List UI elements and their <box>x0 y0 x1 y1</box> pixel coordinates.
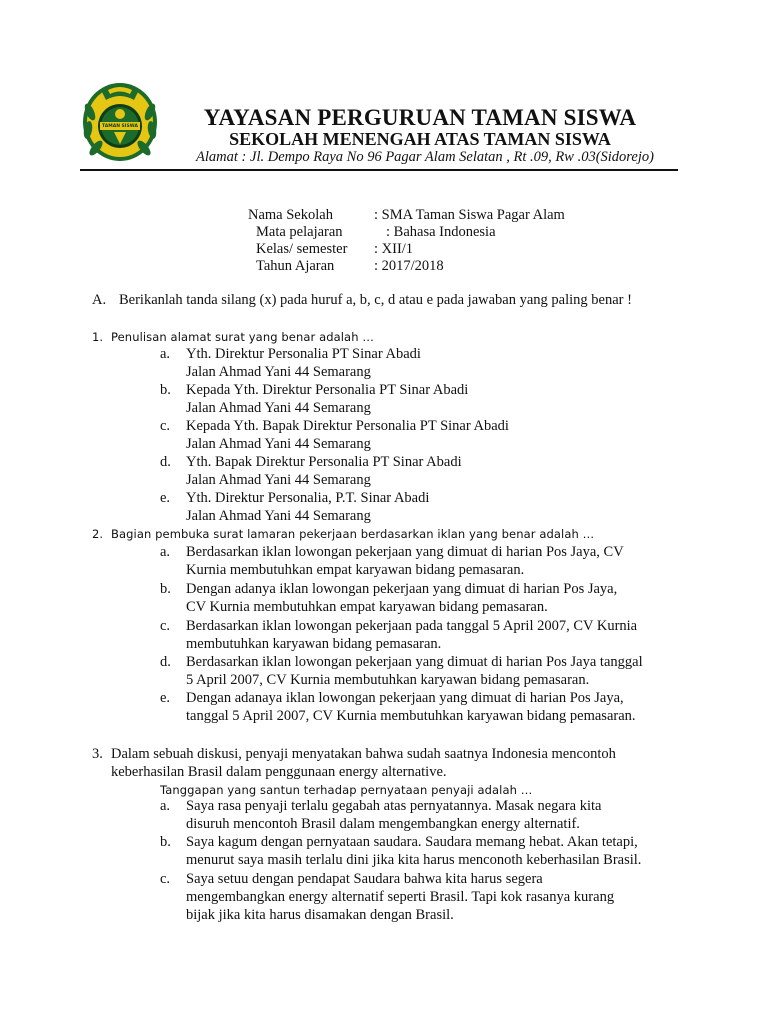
q2-option-e-line2: tanggal 5 April 2007, CV Kurnia membutuhkan karyawan bidang pemasaran. <box>186 708 636 724</box>
info-value-subject: : Bahasa Indonesia <box>386 224 496 240</box>
q2-option-a-letter: a. <box>160 544 171 560</box>
question-2-number: 2. <box>92 527 104 541</box>
q1-option-b-letter: b. <box>160 382 171 398</box>
q2-option-a-line1: Berdasarkan iklan lowongan pekerjaan yang dimuat di harian Pos Jaya, CV <box>186 544 624 560</box>
q3-option-c-line2: mengembangkan energy alternatif seperti Brasil. Tapi kok rasanya kurang <box>186 889 615 905</box>
section-letter: A. <box>92 292 107 308</box>
info-value-year: : 2017/2018 <box>374 258 444 274</box>
q1-option-d-letter: d. <box>160 454 171 470</box>
q1-option-d-line2: Jalan Ahmad Yani 44 Semarang <box>186 472 371 488</box>
q3-option-c-line1: Saya setuu dengan pendapat Saudara bahwa kita harus segera <box>186 871 543 887</box>
info-value-school: : SMA Taman Siswa Pagar Alam <box>374 207 565 223</box>
q2-option-d-line2: 5 April 2007, CV Kurnia membutuhkan karyawan bidang pemasaran. <box>186 672 590 688</box>
question-2-text: Bagian pembuka surat lamaran pekerjaan berdasarkan iklan yang benar adalah … <box>111 527 595 541</box>
q2-option-c-line1: Berdasarkan iklan lowongan pekerjaan pada tanggal 5 April 2007, CV Kurnia <box>186 618 638 634</box>
foundation-title: YAYASAN PERGURUAN TAMAN SISWA <box>203 105 637 130</box>
q2-option-e-line1: Dengan adanaya iklan lowongan pekerjaan yang dimuat di harian Pos Jaya, <box>186 690 624 706</box>
header-divider <box>80 169 678 171</box>
q2-option-e-letter: e. <box>160 690 171 706</box>
q3-option-b-line2: menurut saya masih terlalu dini jika kita harus menconoth keberhasilan Brasil. <box>186 852 642 868</box>
q2-option-c-line2: membutuhkan karyawan bidang pemasaran. <box>186 636 442 652</box>
q1-option-c-letter: c. <box>160 418 171 434</box>
q1-option-a-line1: Yth. Direktur Personalia PT Sinar Abadi <box>186 346 421 362</box>
question-1-text: Penulisan alamat surat yang benar adalah … <box>111 330 374 344</box>
q3-option-c-line3: bijak jika kita harus disamakan dengan Brasil. <box>186 907 454 923</box>
q3-option-a-line2: disuruh mencontoh Brasil dalam mengembangkan energy alternatif. <box>186 816 580 832</box>
info-label-subject: Mata pelajaran <box>256 224 343 240</box>
q2-option-a-line2: Kurnia membutuhkan empat karyawan bidang pemasaran. <box>186 562 525 578</box>
school-address: Alamat : Jl. Dempo Raya No 96 Pagar Alam Selatan , Rt .09, Rw .03(Sidorejo) <box>196 149 654 165</box>
q2-option-b-letter: b. <box>160 581 171 597</box>
q2-option-d-letter: d. <box>160 654 171 670</box>
q1-option-b-line1: Kepada Yth. Direktur Personalia PT Sinar Abadi <box>186 382 469 398</box>
school-logo-icon <box>80 78 160 164</box>
question-3-text: Dalam sebuah diskusi, penyaji menyatakan bahwa sudah saatnya Indonesia mencontoh <box>111 746 616 762</box>
q1-option-c-line1: Kepada Yth. Bapak Direktur Personalia PT Sinar Abadi <box>186 418 509 434</box>
section-instruction: Berikanlah tanda silang (x) pada huruf a, b, c, d atau e pada jawaban yang paling benar ! <box>119 292 632 308</box>
q1-option-e-letter: e. <box>160 490 171 506</box>
info-label-class: Kelas/ semester <box>256 241 348 257</box>
q1-option-c-line2: Jalan Ahmad Yani 44 Semarang <box>186 436 371 452</box>
school-title: SEKOLAH MENENGAH ATAS TAMAN SISWA <box>229 129 611 149</box>
q1-option-a-line2: Jalan Ahmad Yani 44 Semarang <box>186 364 371 380</box>
question-3-text-line2: keberhasilan Brasil dalam penggunaan energy alternative. <box>111 764 447 780</box>
q2-option-b-line2: CV Kurnia membutuhkan empat karyawan bidang pemasaran. <box>186 599 548 615</box>
q1-option-a-letter: a. <box>160 346 171 362</box>
q2-option-c-letter: c. <box>160 618 171 634</box>
question-3-number: 3. <box>92 746 103 762</box>
q3-option-a-letter: a. <box>160 798 171 814</box>
q3-option-c-letter: c. <box>160 871 171 887</box>
q2-option-d-line1: Berdasarkan iklan lowongan pekerjaan yang dimuat di harian Pos Jaya tanggal <box>186 654 643 670</box>
q1-option-d-line1: Yth. Bapak Direktur Personalia PT Sinar Abadi <box>186 454 462 470</box>
q2-option-b-line1: Dengan adanya iklan lowongan pekerjaan yang dimuat di harian Pos Jaya, <box>186 581 618 597</box>
q3-option-b-line1: Saya kagum dengan pernyataan saudara. Saudara memang hebat. Akan tetapi, <box>186 834 638 850</box>
q1-option-e-line2: Jalan Ahmad Yani 44 Semarang <box>186 508 371 524</box>
info-value-class: : XII/1 <box>374 241 414 257</box>
info-label-school: Nama Sekolah <box>248 207 333 223</box>
q3-option-b-letter: b. <box>160 834 171 850</box>
q1-option-b-line2: Jalan Ahmad Yani 44 Semarang <box>186 400 371 416</box>
info-label-year: Tahun Ajaran <box>256 258 335 274</box>
question-1-number: 1. <box>92 330 104 344</box>
q1-option-e-line1: Yth. Direktur Personalia, P.T. Sinar Abadi <box>186 490 430 506</box>
question-3-prompt: Tanggapan yang santun terhadap pernyataan penyaji adalah … <box>160 783 533 797</box>
logo-text: TAMAN SISWA <box>102 124 138 129</box>
q3-option-a-line1: Saya rasa penyaji terlalu gegabah atas pernyatannya. Masak negara kita <box>186 798 602 814</box>
